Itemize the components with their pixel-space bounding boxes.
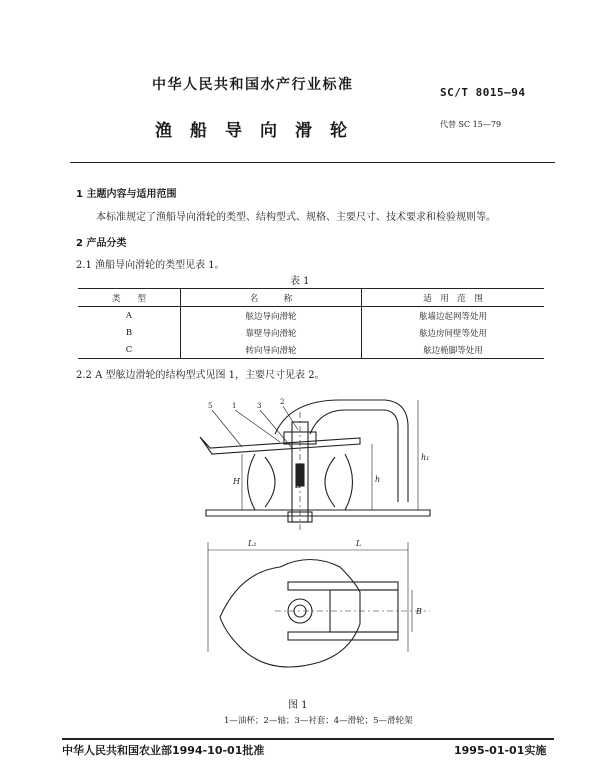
standard-code: SC/T 8015—94 [440, 86, 526, 99]
leader-3 [260, 410, 292, 448]
section-2-2-text: 2.2 A 型舷边滑轮的结构型式见图 1，主要尺寸见表 2。 [76, 370, 325, 381]
pulley-left-flange [248, 454, 256, 510]
table-header-name: 名 称 [181, 289, 362, 307]
table-1 [78, 288, 544, 359]
section-2-1-text: 2.1 渔船导向滑轮的类型见表 1。 [76, 260, 225, 271]
table-row [78, 307, 544, 325]
plan-top-plate [288, 582, 398, 590]
table-row [78, 324, 544, 341]
table-cell: 转向导向滑轮 [181, 341, 362, 359]
part-label-1: 1 [232, 402, 237, 410]
effective-date: 1995-01-01实施 [454, 744, 547, 757]
section-1-text: 本标准规定了渔船导向滑轮的类型、结构型式、规格、主要尺寸、技术要求和检验规则等。 [96, 212, 496, 223]
replaces-note: 代替 SC 15—79 [440, 120, 502, 129]
plan-bottom-plate [288, 632, 398, 640]
document-title: 渔船导向滑轮 [155, 121, 365, 141]
table-1-caption: 表 1 [290, 276, 310, 287]
table-cell: A [78, 307, 181, 325]
table-cell: 舷边房间壁等处用 [418, 328, 487, 339]
table-cell: 舷边桅脚等处用 [423, 345, 483, 356]
section-1-heading: 1 主题内容与适用范围 [76, 189, 177, 200]
table-cell: 舷墙边起网等处用 [418, 311, 487, 322]
header-rule [70, 162, 555, 163]
dim-label-H: H [233, 477, 240, 486]
dim-label-h1: h₁ [421, 453, 430, 462]
part-label-5: 5 [208, 402, 213, 410]
part-label-3: 3 [257, 402, 262, 410]
dim-label-L: L [356, 539, 362, 548]
table-header-scope: 适 用 范 围 [362, 289, 545, 307]
table-cell: 舷边导向滑轮 [181, 307, 362, 325]
standard-title: 中华人民共和国水产行业标准 [152, 77, 354, 93]
figure-1-legend: 1—油杯；2—轴；3—衬套；4—滑轮；5—滑轮架 [224, 716, 413, 726]
dim-label-B: B [416, 607, 422, 616]
bracket-arm-inner [310, 410, 398, 502]
leader-5 [212, 410, 242, 447]
table-header-type: 类 型 [78, 289, 181, 307]
footer-rule [62, 738, 554, 740]
section-2-heading: 2 产品分类 [76, 238, 127, 249]
pulley-right-flange [345, 454, 353, 510]
bracket-plan-outline [220, 560, 360, 668]
figure-1-drawing [180, 392, 450, 692]
dim-label-D: D [295, 481, 302, 490]
dim-label-h: h [375, 475, 381, 484]
table-cell: 靠壁导向滑轮 [181, 324, 362, 341]
table-header-row [78, 289, 544, 307]
table-row [78, 341, 544, 359]
dim-label-L1: L₁ [248, 539, 257, 548]
table-cell: C [78, 341, 181, 359]
base-plate [206, 510, 430, 516]
part-label-2: 2 [280, 398, 285, 406]
figure-1-caption: 图 1 [288, 700, 308, 711]
table-cell: B [78, 324, 181, 341]
approval-info: 中华人民共和国农业部1994-10-01批准 [62, 744, 265, 757]
deck-plate [200, 437, 360, 454]
